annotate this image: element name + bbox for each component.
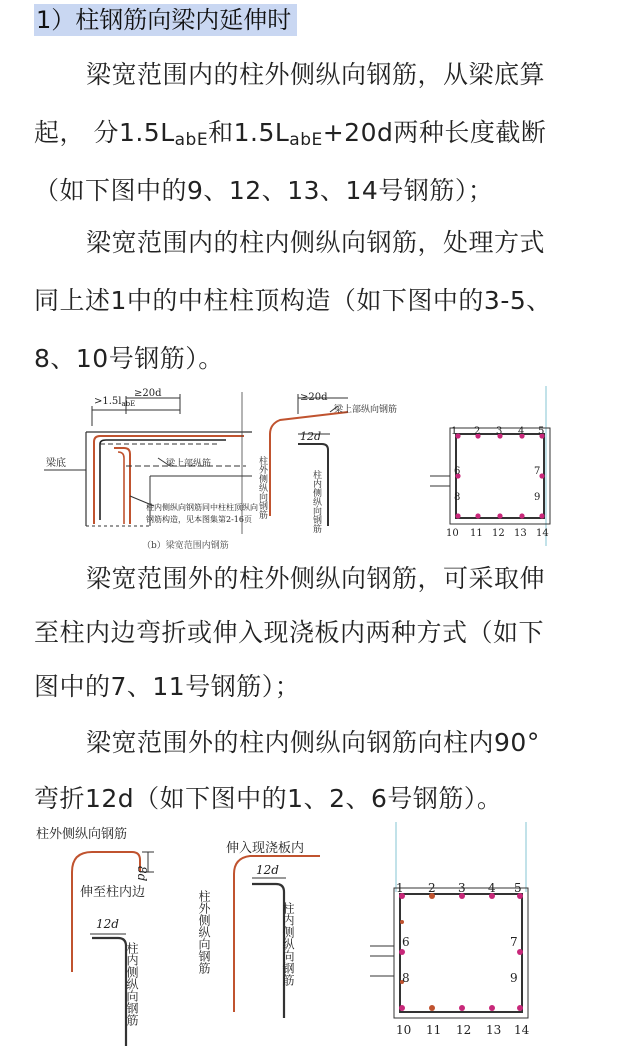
svg-text:11: 11 (470, 528, 483, 539)
svg-text:10: 10 (446, 528, 459, 539)
hook-drawing-left (36, 826, 154, 1046)
svg-text:3: 3 (458, 881, 466, 895)
svg-text:8: 8 (402, 971, 410, 985)
para4-line1: 梁宽范围外的柱内侧纵向钢筋向柱内90° (86, 728, 540, 757)
para4-line2: 弯折12d（如下图中的1、2、6号钢筋）。 (34, 784, 503, 813)
svg-text:6: 6 (402, 935, 410, 949)
para2-line2: 同上述1中的中柱柱顶构造（如下图中的3-5、 (34, 286, 552, 315)
para2-line1: 梁宽范围内的柱内侧纵向钢筋，处理方式 (86, 228, 546, 257)
svg-text:柱内侧纵向钢筋: 柱内侧纵向钢筋 (281, 902, 295, 986)
svg-text:伸至柱内边: 伸至柱内边 (80, 885, 146, 900)
svg-text:1: 1 (451, 426, 458, 437)
figure-beam-width-inside (30, 386, 610, 554)
svg-text:12d: 12d (300, 430, 322, 443)
hook-drawing-right (197, 840, 320, 1018)
para1-line2: 起， 分$1.5L_{abE}$和$1.5L_{abE}+20d$两种长度截断 (34, 118, 547, 150)
svg-text:7: 7 (510, 935, 518, 949)
svg-text:11: 11 (426, 1023, 442, 1037)
svg-text:12d: 12d (96, 917, 119, 931)
svg-text:14: 14 (514, 1023, 530, 1037)
svg-text:10: 10 (396, 1023, 412, 1037)
svg-text:柱外侧纵向钢筋: 柱外侧纵向钢筋 (36, 827, 128, 842)
svg-text:4: 4 (488, 881, 496, 895)
svg-text:柱外侧纵向钢筋: 柱外侧纵向钢筋 (197, 890, 211, 974)
svg-text:12d: 12d (256, 863, 279, 877)
svg-text:≥20d: ≥20d (300, 392, 328, 403)
svg-text:>1.5labE: $>1.5l_{abE}$ (94, 396, 136, 408)
para2-line3: 8、10号钢筋）。 (34, 344, 224, 373)
svg-text:7: 7 (534, 466, 541, 477)
svg-text:9: 9 (510, 971, 518, 985)
svg-text:12: 12 (456, 1023, 472, 1037)
svg-text:2: 2 (428, 881, 436, 895)
svg-text:≥20d: ≥20d (134, 388, 162, 399)
svg-text:柱内侧纵向钢筋: 柱内侧纵向钢筋 (125, 942, 139, 1026)
svg-text:（b）梁宽范围内钢筋: （b）梁宽范围内钢筋 (142, 541, 229, 551)
svg-text:9: 9 (534, 492, 541, 503)
svg-text:梁上部纵筋: 梁上部纵筋 (166, 459, 212, 469)
svg-text:钢筋构造，见本图集第2-16页: 钢筋构造，见本图集第2-16页 (146, 515, 252, 524)
svg-text:柱内侧纵向钢筋: 柱内侧纵向钢筋 (311, 470, 321, 533)
svg-text:柱内侧纵向钢筋同中柱柱顶纵向: 柱内侧纵向钢筋同中柱柱顶纵向 (146, 503, 258, 512)
para1-line1: 梁宽范围内的柱外侧纵向钢筋，从梁底算 (86, 60, 546, 89)
svg-text:8d: 8d (135, 866, 149, 882)
para3-line3: 图中的7、11号钢筋）； (34, 672, 301, 701)
svg-text:8: 8 (454, 492, 461, 503)
para3-line1: 梁宽范围外的柱外侧纵向钢筋，可采取伸 (86, 564, 546, 593)
joint-drawing (44, 388, 258, 551)
svg-text:伸入现浇板内: 伸入现浇板内 (226, 841, 305, 856)
svg-text:梁上部纵向钢筋: 梁上部纵向钢筋 (334, 405, 398, 415)
svg-text:13: 13 (514, 528, 527, 539)
svg-text:14: 14 (536, 528, 549, 539)
section-heading: 1）柱钢筋向梁内延伸时 (34, 4, 297, 36)
svg-text:2: 2 (474, 426, 481, 437)
svg-text:4: 4 (518, 426, 525, 437)
svg-text:3: 3 (496, 426, 503, 437)
svg-text:12: 12 (492, 528, 505, 539)
column-section-1 (430, 386, 550, 546)
svg-text:5: 5 (538, 426, 545, 437)
svg-text:5: 5 (514, 881, 522, 895)
para1-line3: （如下图中的9、12、13、14号钢筋）； (34, 176, 494, 205)
svg-text:6: 6 (454, 466, 461, 477)
para3-line2: 至柱内边弯折或伸入现浇板内两种方式（如下 (34, 618, 545, 647)
svg-text:柱外侧纵向钢筋: 柱外侧纵向钢筋 (257, 456, 267, 519)
column-section-2 (370, 822, 530, 1037)
svg-text:1: 1 (396, 881, 404, 895)
figure-beam-width-outside (30, 822, 610, 1054)
detail-drawing (242, 392, 397, 534)
svg-text:梁底: 梁底 (46, 458, 66, 469)
svg-text:13: 13 (486, 1023, 502, 1037)
